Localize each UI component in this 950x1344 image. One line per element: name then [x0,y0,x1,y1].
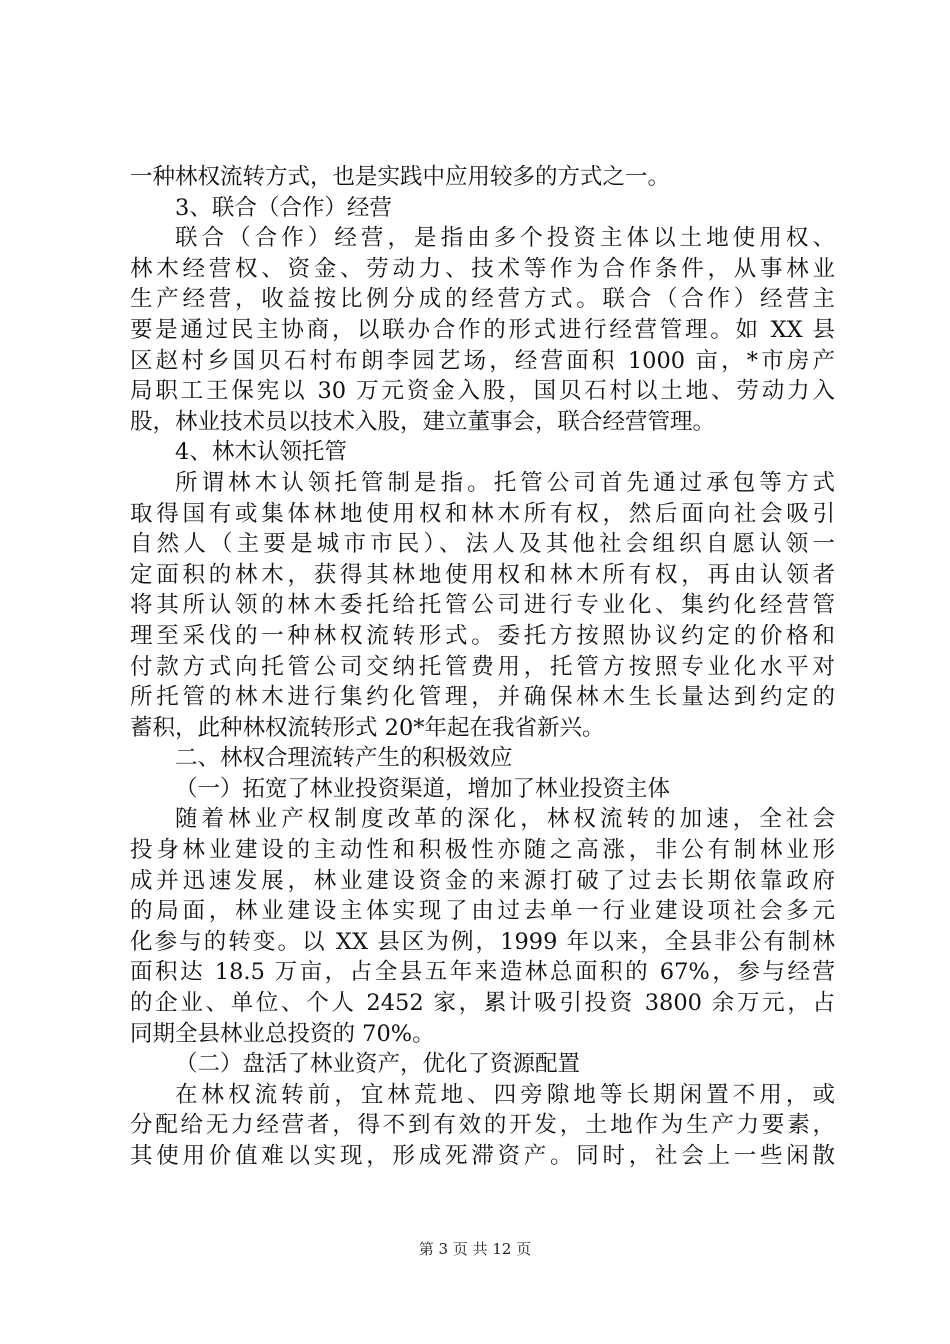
text-line: 定面积的林木，获得其林地使用权和林木所有权，再由认领者 [130,561,835,588]
text-line: 联合（合作）经营，是指由多个投资主体以土地使用权、 [175,225,835,252]
text-line: 3、联合（合作）经营 [175,194,392,221]
text-line: 同期全县林业总投资的 70%。 [130,1020,435,1047]
text-line: 所谓林木认领托管制是指。托管公司首先通过承包等方式 [175,469,835,496]
document-body [130,162,835,1172]
page-footer [0,1239,950,1259]
text-line: 股，林业技术员以技术入股，建立董事会，联合经营管理。 [130,408,716,435]
text-line: 区赵村乡国贝石村布朗李园艺场，经营面积 1000 亩，*市房产 [130,347,835,374]
text-line: 随着林业产权制度改革的深化，林权流转的加速，全社会 [175,806,835,833]
text-line: 取得国有或集体林地使用权和林木所有权，然后面向社会吸引 [130,500,835,527]
page-indicator: 第 3 页 共 12 页 [418,1240,532,1258]
text-line: 林木经营权、资金、劳动力、技术等作为合作条件，从事林业 [130,255,835,282]
text-line: （一）拓宽了林业投资渠道，增加了林业投资主体 [175,775,671,802]
text-line: 局职工王保宪以 30 万元资金入股，国贝石村以土地、劳动力入 [130,378,835,405]
text-line: 二、林权合理流转产生的积极效应 [175,745,513,772]
text-line: （二）盘活了林业资产，优化了资源配置 [175,1051,581,1078]
text-line: 要是通过民主协商，以联办合作的形式进行经营管理。如 XX 县 [130,316,835,343]
text-line: 自然人（主要是城市市民）、法人及其他社会组织自愿认领一 [130,531,835,558]
text-line: 一种林权流转方式，也是实践中应用较多的方式之一。 [130,164,671,190]
text-line: 化参与的转变。以 XX 县区为例，1999 年以来，全县非公有制林 [130,928,835,955]
text-line: 面积达 18.5 万亩，占全县五年来造林总面积的 67%，参与经营 [130,959,835,986]
text-line: 其使用价值难以实现，形成死滞资产。同时，社会上一些闲散 [130,1143,835,1169]
text-line: 4、林木认领托管 [175,439,347,466]
text-line: 的局面，林业建设主体实现了由过去单一行业建设项社会多元 [130,898,835,925]
text-line: 投身林业建设的主动性和积极性亦随之高涨，非公有制林业形 [130,837,835,864]
text-line: 蓄积，此种林权流转形式 20*年起在我省新兴。 [130,714,605,741]
text-line: 分配给无力经营者，得不到有效的开发，土地作为生产力要素， [130,1112,835,1139]
text-line: 将其所认领的林木委托给托管公司进行专业化、集约化经营管 [130,592,835,619]
text-line: 付款方式向托管公司交纳托管费用，托管方按照专业化水平对 [130,653,835,680]
text-line: 生产经营，收益按比例分成的经营方式。联合（合作）经营主 [130,286,835,313]
text-line: 的企业、单位、个人 2452 家，累计吸引投资 3800 余万元，占 [130,990,835,1017]
text-line: 所托管的林木进行集约化管理，并确保林木生长量达到约定的 [130,684,835,711]
text-line: 成并迅速发展，林业建设资金的来源打破了过去长期依靠政府 [130,867,835,894]
text-line: 理至采伐的一种林权流转形式。委托方按照协议约定的价格和 [130,622,835,649]
text-line: 在林权流转前，宜林荒地、四旁隙地等长期闲置不用，或 [175,1081,835,1108]
